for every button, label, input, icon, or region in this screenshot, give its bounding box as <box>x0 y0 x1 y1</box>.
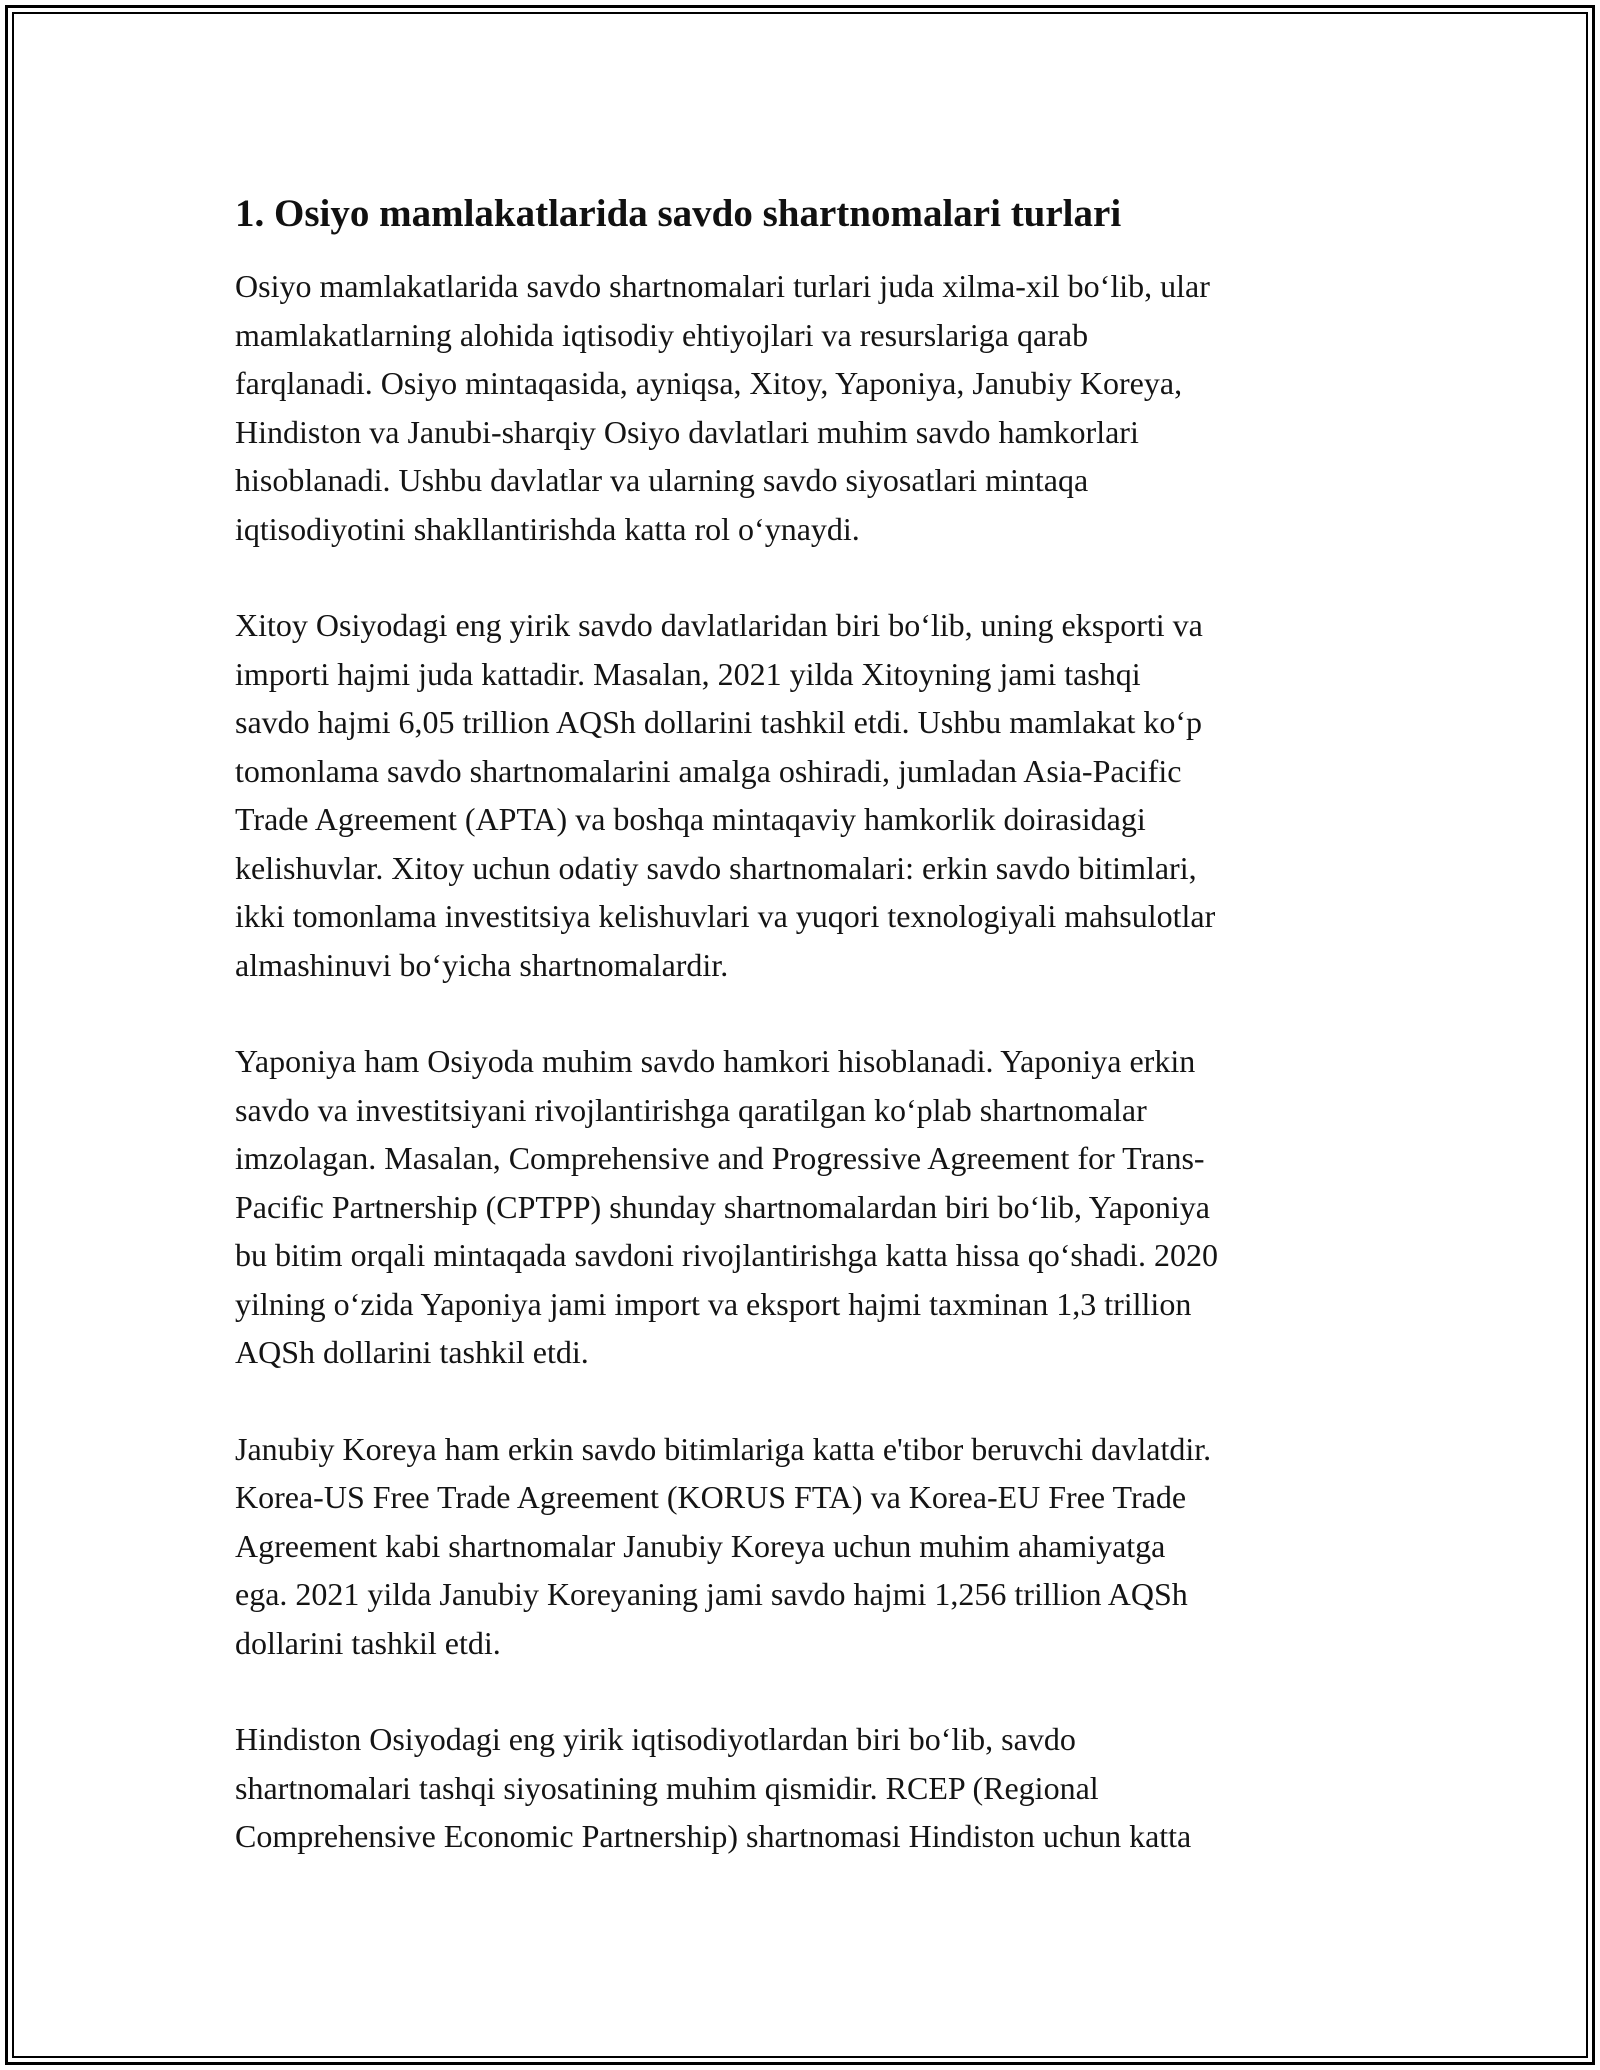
text-line: Yaponiya ham Osiyoda muhim savdo hamkori hisoblanadi. Yaponiya erkin <box>235 1043 1196 1079</box>
text-line: iqtisodiyotini shakllantirishda katta rol o‘ynaydi. <box>235 510 860 547</box>
text-line: savdo hajmi 6,05 trillion AQSh dollarini tashkil etdi. Ushbu mamlakat ko‘p <box>235 704 1203 740</box>
text-line: Hindiston Osiyodagi eng yirik iqtisodiyotlardan biri bo‘lib, savdo <box>235 1721 1076 1757</box>
text-line: kelishuvlar. Xitoy uchun odatiy savdo shartnomalari: erkin savdo bitimlari, <box>235 849 1197 886</box>
text-line: tomonlama savdo shartnomalarini amalga oshiradi, jumladan Asia-Pacific <box>235 752 1182 789</box>
text-line: savdo va investitsiyani rivojlantirishga qaratilgan ko‘plab shartnomalar <box>235 1091 1147 1128</box>
text-line: Osiyo mamlakatlarida savdo shartnomalari turlari juda xilma-xil bo‘lib, ular <box>235 268 1210 304</box>
paragraph <box>235 601 1365 989</box>
section-heading: 1. Osiyo mamlakatlarida savdo shartnomalari turlari <box>235 192 1122 235</box>
text-line: Xitoy Osiyodagi eng yirik savdo davlatlaridan biri bo‘lib, uning eksporti va <box>235 607 1203 643</box>
paragraph <box>235 262 1365 553</box>
paragraph <box>235 1425 1365 1668</box>
text-line: imzolagan. Masalan, Comprehensive and Progressive Agreement for Trans- <box>235 1140 1205 1176</box>
text-line: ikki tomonlama investitsiya kelishuvlari va yuqori texnologiyali mahsulotlar <box>235 898 1216 934</box>
text-line: Pacific Partnership (CPTPP) shunday shartnomalardan biri bo‘lib, Yaponiya <box>235 1188 1210 1225</box>
document-body <box>235 186 1365 1909</box>
text-line: almashinuvi bo‘yicha shartnomalardir. <box>235 946 729 983</box>
text-line: Comprehensive Economic Partnership) shartnomasi Hindiston uchun katta <box>235 1818 1192 1854</box>
paragraphs <box>235 262 1365 1861</box>
paragraph <box>235 1037 1365 1377</box>
paragraph <box>235 1715 1365 1861</box>
text-line: Korea-US Free Trade Agreement (KORUS FTA) va Korea-EU Free Trade <box>235 1479 1187 1515</box>
text-line: ega. 2021 yilda Janubiy Koreyaning jami savdo hajmi 1,256 trillion AQSh <box>235 1576 1188 1612</box>
text-line: Trade Agreement (APTA) va boshqa mintaqaviy hamkorlik doirasidagi <box>235 801 1146 837</box>
text-line: AQSh dollarini tashkil etdi. <box>235 1334 589 1370</box>
text-line: yilning o‘zida Yaponiya jami import va eksport hajmi taxminan 1,3 trillion <box>235 1285 1192 1322</box>
text-line: farqlanadi. Osiyo mintaqasida, ayniqsa, Xitoy, Yaponiya, Janubiy Koreya, <box>235 365 1183 401</box>
text-line: shartnomalari tashqi siyosatining muhim qismidir. RCEP (Regional <box>235 1769 1099 1806</box>
text-line: Hindiston va Janubi-sharqiy Osiyo davlatlari muhim savdo hamkorlari <box>235 413 1139 450</box>
text-line: hisoblanadi. Ushbu davlatlar va ularning savdo siyosatlari mintaqa <box>235 462 1089 498</box>
text-line: Agreement kabi shartnomalar Janubiy Koreya uchun muhim ahamiyatga <box>235 1527 1166 1564</box>
text-line: mamlakatlarning alohida iqtisodiy ehtiyojlari va resurslariga qarab <box>235 316 1089 353</box>
text-line: Janubiy Koreya ham erkin savdo bitimlariga katta e'tibor beruvchi davlatdir. <box>235 1430 1212 1467</box>
text-line: bu bitim orqali mintaqada savdoni rivojlantirishga katta hissa qo‘shadi. 2020 <box>235 1237 1218 1273</box>
text-line: importi hajmi juda kattadir. Masalan, 2021 yilda Xitoyning jami tashqi <box>235 655 1141 692</box>
text-line: dollarini tashkil etdi. <box>235 1624 501 1661</box>
